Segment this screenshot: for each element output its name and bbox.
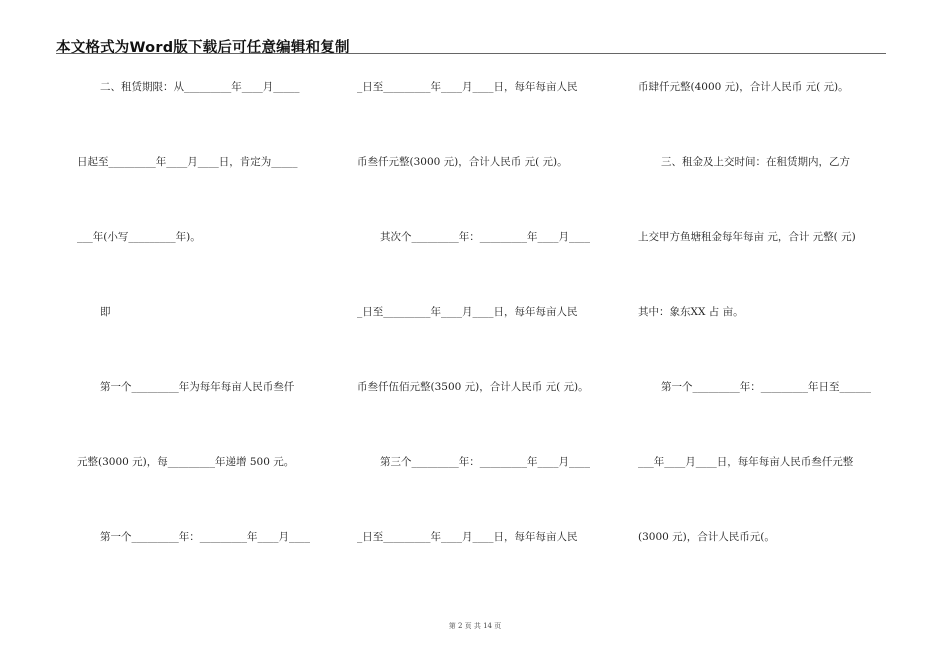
col3-line-4: 其中：象东XX 占 亩。	[638, 306, 744, 318]
col2-line-5: 币叁仟伍佰元整(3500 元)，合计人民币 元( 元)。	[357, 381, 589, 393]
col1-line-4: 即	[100, 306, 111, 318]
document-header-title: 本文格式为Word版下载后可任意编辑和复制	[56, 40, 350, 56]
col2-line-4: _日至_________年____月____日，每年每亩人民	[357, 306, 578, 318]
header-rule	[56, 53, 886, 54]
col2-line-2: 币叁仟元整(3000 元)，合计人民币 元( 元)。	[357, 156, 568, 168]
col3-line-3: 上交甲方鱼塘租金每年每亩 元，合计 元整( 元)	[638, 231, 856, 243]
col3-line-1: 币肆仟元整(4000 元)，合计人民币 元( 元)。	[638, 81, 849, 93]
col1-line-2: 日起至_________年____月____日，肯定为_____	[77, 156, 298, 168]
col3-line-6: ___年____月____日，每年每亩人民币叁仟元整	[638, 456, 854, 468]
col2-line-1: _日至_________年____月____日，每年每亩人民	[357, 81, 578, 93]
col1-line-7: 第一个_________年：_________年____月____	[100, 531, 310, 543]
col1-line-6: 元整(3000 元)，每_________年递增 500 元。	[77, 456, 295, 468]
col1-line-1: 二、租赁期限：从_________年____月_____	[100, 81, 300, 93]
col2-line-6: 第三个_________年：_________年____月____	[380, 456, 590, 468]
col3-line-5: 第一个_________年：_________年日至______	[661, 381, 871, 393]
col2-line-7: _日至_________年____月____日，每年每亩人民	[357, 531, 578, 543]
col3-line-7: (3000 元)，合计人民币元(。	[638, 531, 775, 543]
col1-line-5: 第一个_________年为每年每亩人民币叁仟	[100, 381, 295, 393]
col1-line-3: ___年(小写_________年)。	[77, 231, 201, 243]
col3-line-2: 三、租金及上交时间：在租赁期内，乙方	[661, 156, 850, 168]
col2-line-3: 其次个_________年：_________年____月____	[380, 231, 590, 243]
page-number-footer: 第 2 页 共 14 页	[448, 622, 502, 630]
